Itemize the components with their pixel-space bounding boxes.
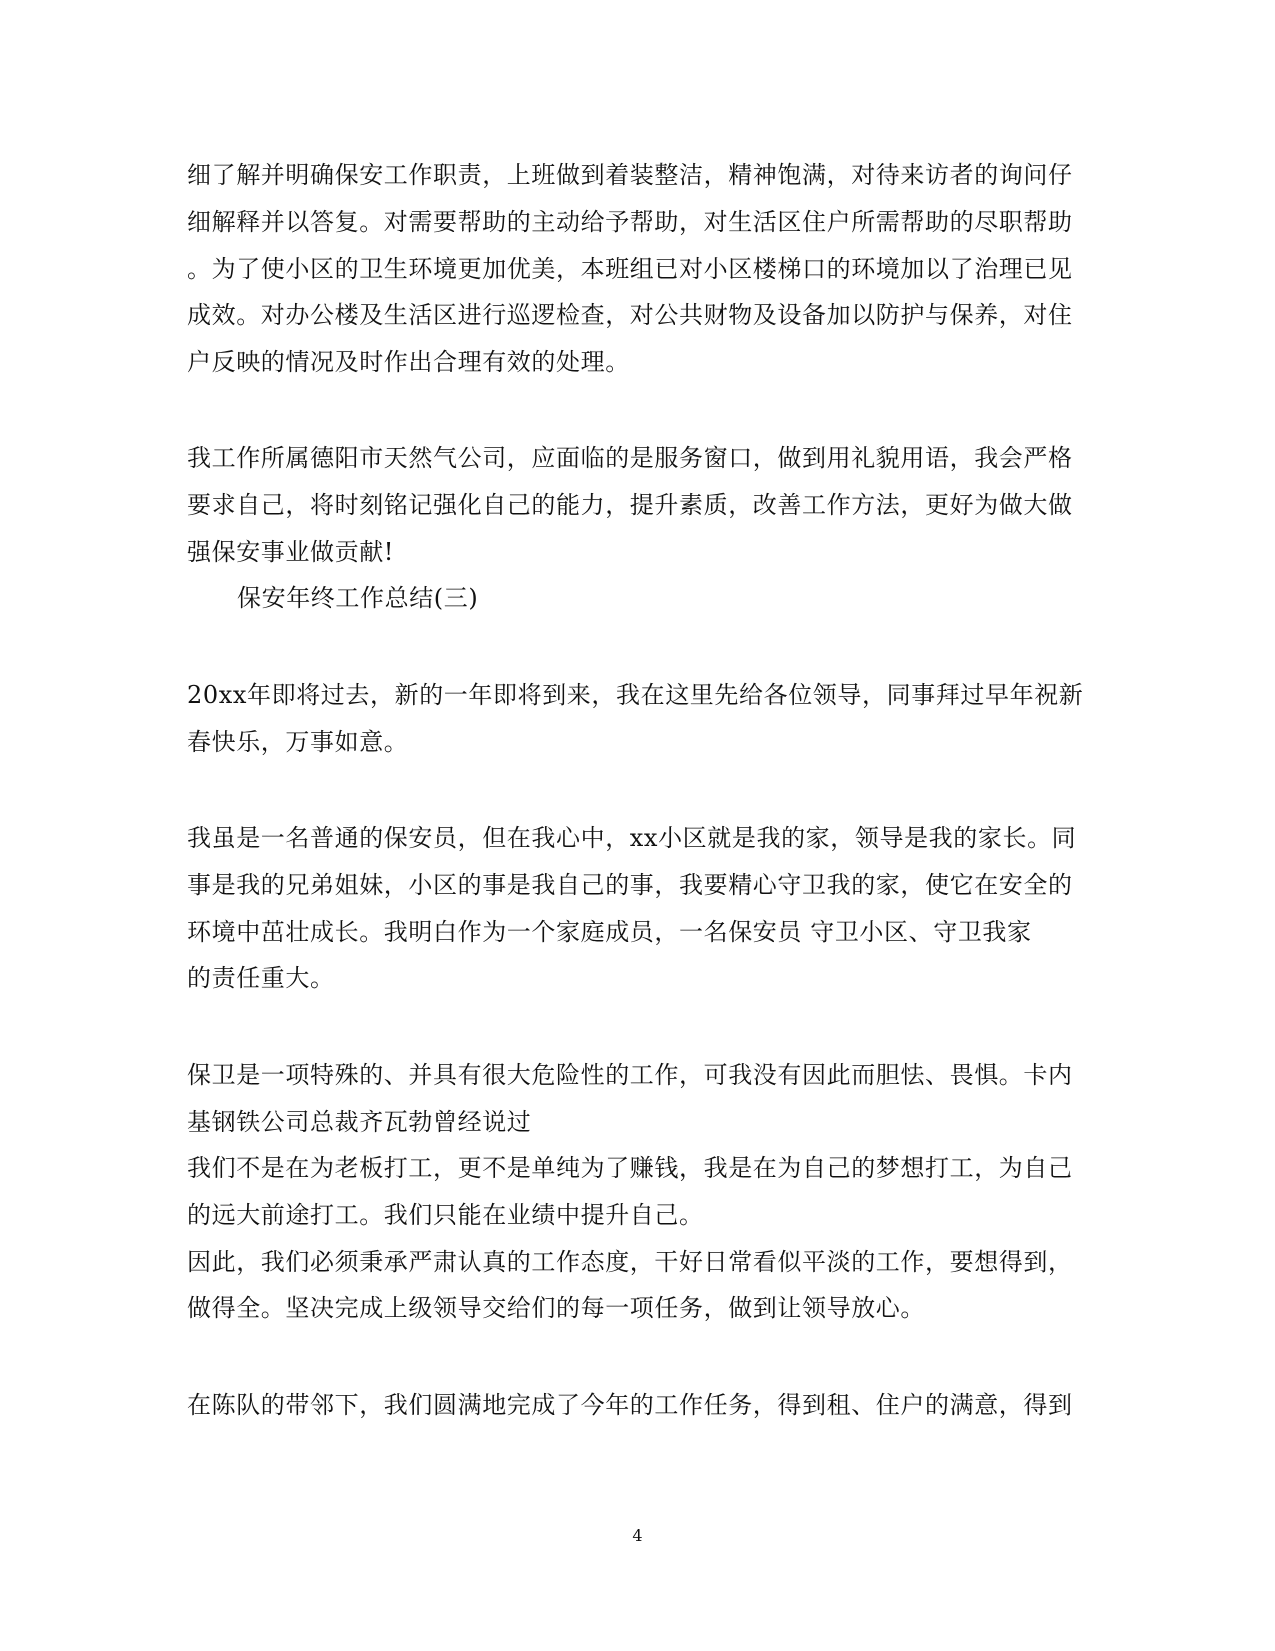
paragraph-5-line-2: 基钢铁公司总裁齐瓦勃曾经说过 bbox=[187, 1108, 532, 1136]
paragraph-5-line-6: 做得全。坚决完成上级领导交给们的每一项任务，做到让领导放心。 bbox=[187, 1294, 925, 1322]
paragraph-2-line-3: 强保安事业做贡献! bbox=[187, 538, 395, 566]
paragraph-1-line-3: 。为了使小区的卫生环境更加优美，本班组已对小区楼梯口的环境加以了治理已见 bbox=[187, 255, 1073, 283]
paragraph-4-line-1: 我虽是一名普通的保安员，但在我心中，xx小区就是我的家，领导是我的家长。同 bbox=[187, 824, 1077, 852]
paragraph-5-line-4: 的远大前途打工。我们只能在业绩中提升自己。 bbox=[187, 1201, 704, 1229]
paragraph-1-line-2: 细解释并以答复。对需要帮助的主动给予帮助，对生活区住户所需帮助的尽职帮助 bbox=[187, 208, 1073, 236]
paragraph-4-line-3: 环境中茁壮成长。我明白作为一个家庭成员，一名保安员 守卫小区、守卫我家 bbox=[187, 918, 1032, 946]
paragraph-1-line-5: 户反映的情况及时作出合理有效的处理。 bbox=[187, 348, 630, 376]
page-number: 4 bbox=[632, 1526, 643, 1545]
paragraph-5-line-5: 因此，我们必须秉承严肃认真的工作态度，干好日常看似平淡的工作，要想得到， bbox=[187, 1248, 1073, 1276]
paragraph-3-line-2: 春快乐，万事如意。 bbox=[187, 728, 409, 756]
paragraph-1-line-1: 细了解并明确保安工作职责，上班做到着装整洁，精神饱满，对待来访者的询问仔 bbox=[187, 161, 1073, 189]
paragraph-5-line-3: 我们不是在为老板打工，更不是单纯为了赚钱，我是在为自己的梦想打工，为自己 bbox=[187, 1154, 1073, 1182]
paragraph-1-line-4: 成效。对办公楼及生活区进行巡逻检查，对公共财物及设备加以防护与保养，对住 bbox=[187, 301, 1073, 329]
paragraph-4-line-2: 事是我的兄弟姐妹，小区的事是我自己的事，我要精心守卫我的家，使它在安全的 bbox=[187, 871, 1073, 899]
paragraph-2-line-1: 我工作所属德阳市天然气公司，应面临的是服务窗口，做到用礼貌用语，我会严格 bbox=[187, 444, 1073, 472]
section-heading: 保安年终工作总结(三) bbox=[237, 584, 479, 612]
paragraph-2-line-2: 要求自己，将时刻铭记强化自己的能力，提升素质，改善工作方法，更好为做大做 bbox=[187, 491, 1073, 519]
paragraph-6-line-1: 在陈队的带邻下，我们圆满地完成了今年的工作任务，得到租、住户的满意，得到 bbox=[187, 1391, 1073, 1419]
paragraph-5-line-1: 保卫是一项特殊的、并具有很大危险性的工作，可我没有因此而胆怯、畏惧。卡内 bbox=[187, 1061, 1073, 1089]
paragraph-3-line-1: 20xx年即将过去，新的一年即将到来，我在这里先给各位领导，同事拜过早年祝新 bbox=[187, 681, 1084, 709]
paragraph-4-line-4: 的责任重大。 bbox=[187, 964, 335, 992]
